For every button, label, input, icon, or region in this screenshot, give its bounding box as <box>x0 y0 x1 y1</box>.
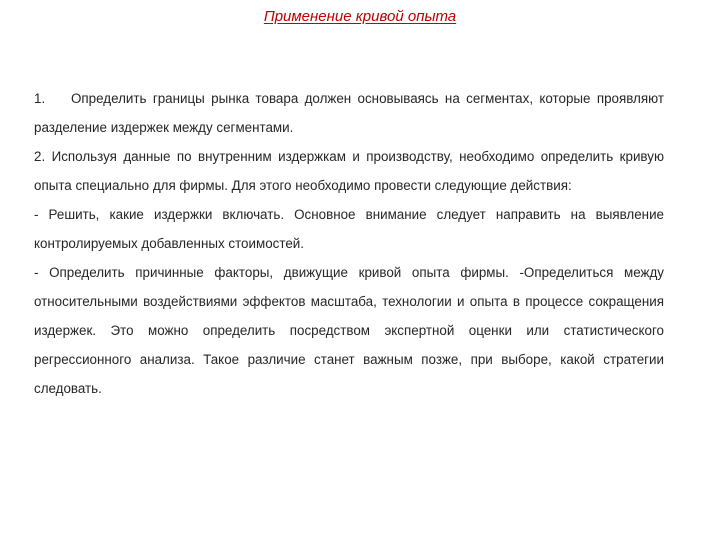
slide-body <box>34 84 664 403</box>
paragraph-text: Определить границы рынка товара должен основываясь на сегментах, которые проявляют разделение издержек между сегментами. <box>34 91 664 135</box>
paragraph-number: 1. <box>34 91 46 106</box>
paragraph-1 <box>34 84 664 142</box>
paragraph-4: - Определить причинные факторы, движущие кривой опыта фирмы. -Определиться между относительными воздействиями эффектов масштаба, технологии и опыта в процессе сокращения издержек. Это можно определить посредством экспертной оценки или статистического регрессионного анализа. Такое различие станет важным позже, при выборе, какой стратегии следовать. <box>34 265 664 396</box>
paragraph-2: 2. Используя данные по внутренним издержкам и производству, необходимо определить кривую опыта специально для фирмы. Для этого необходимо провести следующие действия: <box>34 149 664 193</box>
slide-title: Применение кривой опыта <box>263 8 457 25</box>
paragraph-3: - Решить, какие издержки включать. Основное внимание следует направить на выявление контролируемых добавленных стоимостей. <box>34 207 664 251</box>
